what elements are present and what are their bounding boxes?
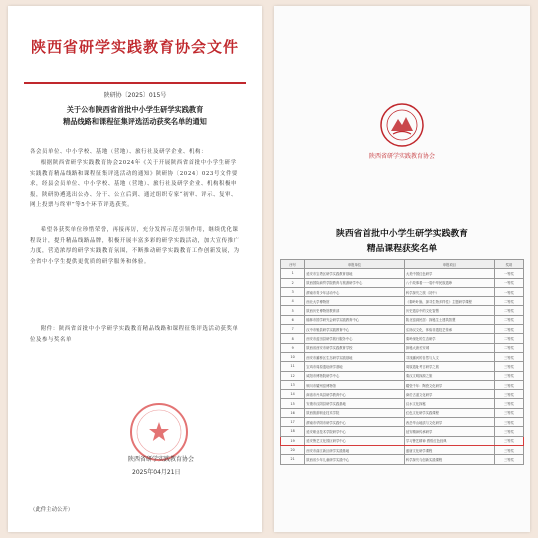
table-row xyxy=(281,380,524,389)
column-header: 序号 xyxy=(281,260,305,269)
table-cell: 榆林市国学研究会研学实践教育中心 xyxy=(305,315,405,324)
table-cell: 三等奖 xyxy=(494,445,523,454)
table-row xyxy=(281,390,524,399)
table-cell: 三等奖 xyxy=(494,390,523,399)
table-row-highlighted xyxy=(281,436,524,445)
header-divider xyxy=(24,82,246,84)
table-cell: 陕西旅游职业技术学院 xyxy=(305,408,405,417)
table-row xyxy=(281,371,524,380)
table-cell: 学习鲁艺精神 感悟红色经典 xyxy=(404,436,494,445)
table-row xyxy=(281,343,524,352)
table-cell: 陕西省少年儿童研学实践中心 xyxy=(305,455,405,464)
table-row xyxy=(281,269,524,278)
table-cell: 二等奖 xyxy=(494,325,523,334)
table-row xyxy=(281,418,524,427)
table-cell: 15 xyxy=(281,399,305,408)
table-cell: 西北大学博物馆 xyxy=(305,297,405,306)
table-row xyxy=(281,325,524,334)
table-cell: 20 xyxy=(281,445,305,454)
table-cell: 寻找灞河的自然与人文 xyxy=(404,352,494,361)
logo-caption: 陕西省研学实践教育协会 xyxy=(368,153,435,160)
table-cell: 三等奖 xyxy=(494,418,523,427)
award-table xyxy=(280,259,524,465)
table-cell: 弘扬汉文化，体验非遗技艺传承 xyxy=(404,325,494,334)
table-cell: 周原遗址考古研学之旅 xyxy=(404,362,494,371)
column-header: 申报单位 xyxy=(305,260,405,269)
table-row xyxy=(281,306,524,315)
table-cell: 红色文化研学实践课程 xyxy=(404,408,494,417)
table-cell: 渭南市华阴市研学实践中心 xyxy=(305,418,405,427)
table-cell: 1 xyxy=(281,269,305,278)
table-cell: 宝鸡市周原遗址研学基地 xyxy=(305,362,405,371)
notice-paragraph-2: 希望各获奖单位珍惜荣誉，再接再厉，充分发挥示范引领作用，继续优化课程设计，提升精品线路品牌，积极开展丰富多彩的研学实践活动，加大宣传推广力度，营造浓厚的研学实践教育氛围，不断推动研学实践教育工作创新发展，为全省中小学生提供更优质的研学服务和体验。 xyxy=(30,227,240,265)
column-header: 奖项 xyxy=(494,260,523,269)
table-cell: 2 xyxy=(281,278,305,287)
table-cell: 三等奖 xyxy=(494,436,523,445)
document-number: 陕研协〔2025〕015号 xyxy=(103,92,167,99)
table-cell: 陕西省西安市研学实践教育学校 xyxy=(305,343,405,352)
table-cell: 二等奖 xyxy=(494,306,523,315)
table-cell: 三等奖 xyxy=(494,380,523,389)
table-cell: 8 xyxy=(281,334,305,343)
table-cell: 铜川市耀州窑博物馆 xyxy=(305,380,405,389)
table-cell: 科学探究之旅（初中） xyxy=(404,287,494,296)
table-row xyxy=(281,278,524,287)
table-cell: 6 xyxy=(281,315,305,324)
table-cell: 八个故事看一一卷中华民族遗珍 xyxy=(404,278,494,287)
table-row xyxy=(281,445,524,454)
table-cell: 陕西国际商贸学院教育与旅游研学中心 xyxy=(305,278,405,287)
table-cell: 二等奖 xyxy=(494,315,523,324)
table-cell: 4 xyxy=(281,297,305,306)
table-cell: 西安市灞桥区生态研学实践基地 xyxy=(305,352,405,361)
table-cell: 三等奖 xyxy=(494,455,523,464)
table-cell: 汉中市勉县研学实践教育中心 xyxy=(305,325,405,334)
table-cell: 秦汉文明探源之旅 xyxy=(404,371,494,380)
table-cell: 10 xyxy=(281,352,305,361)
notice-document xyxy=(8,6,262,532)
table-cell: 19 xyxy=(281,436,305,445)
table-cell: 3 xyxy=(281,287,305,296)
table-cell: 5 xyxy=(281,306,305,315)
table-cell: 二等奖 xyxy=(494,334,523,343)
table-row xyxy=(281,362,524,371)
table-cell: 秦岭深处的生态研学 xyxy=(404,334,494,343)
salutation: 各会员单位、中小学校、基地（营地）、旅行社及研学企业、机构： xyxy=(30,149,208,155)
table-cell: 16 xyxy=(281,408,305,417)
table-cell: 18 xyxy=(281,427,305,436)
table-row xyxy=(281,427,524,436)
table-cell: 西安市蓝田县研学旅行服务中心 xyxy=(305,334,405,343)
table-cell: 渭南市青少年活动中心 xyxy=(305,287,405,296)
table-row xyxy=(281,287,524,296)
table-cell: 一等奖 xyxy=(494,278,523,287)
table-cell: 探秘大唐长安城 xyxy=(404,343,494,352)
table-cell: 二等奖 xyxy=(494,297,523,306)
table-row xyxy=(281,455,524,464)
table-cell: 13 xyxy=(281,380,305,389)
table-cell: 延安市宝塔区研学实践教育基地 xyxy=(305,269,405,278)
table-row xyxy=(281,315,524,324)
table-cell: 商洛市丹凤县研学教育中心 xyxy=(305,390,405,399)
table-cell: 耀瓷千年：陶瓷文化研学 xyxy=(404,380,494,389)
notice-title-line2: 精品线路和课程征集评选活动获奖名单的通知 xyxy=(63,117,207,126)
document-header: 陕西省研学实践教育协会文件 xyxy=(30,38,239,56)
table-cell: 三等奖 xyxy=(494,371,523,380)
signing-date: 2025年04月21日 xyxy=(132,469,181,476)
table-cell: 7 xyxy=(281,325,305,334)
award-list-title-line1: 陕西省首批中小学生研学实践教育 xyxy=(336,229,468,239)
column-header: 申报项目 xyxy=(404,260,494,269)
table-header-row xyxy=(281,260,524,269)
table-cell: 咸阳市博物院研学中心 xyxy=(305,371,405,380)
table-cell: 安康市汉阴县研学实践基地 xyxy=(305,399,405,408)
notice-title-line1: 关于公布陕西省首批中小学生研学实践教育 xyxy=(66,105,204,114)
table-cell: 汉水文化探秘 xyxy=(404,399,494,408)
table-cell: 14 xyxy=(281,390,305,399)
table-cell: 延安精神传承研学 xyxy=(404,427,494,436)
table-cell: 延安职业技术学院研学中心 xyxy=(305,427,405,436)
attachment-note: 附件：陕西省首批中小学研学实践教育精品线路和课程征集评选活动获奖单位及参与奖名单 xyxy=(30,326,239,343)
table-cell: 延安鲁艺文化园区研学中心 xyxy=(305,436,405,445)
table-cell: 陕北窑洞民居：探秘生土建筑智慧 xyxy=(404,315,494,324)
table-cell: 21 xyxy=(281,455,305,464)
public-note: （此件主动公开） xyxy=(30,507,74,513)
table-cell: 二等奖 xyxy=(494,343,523,352)
table-cell: 陕西历史博物馆教育部 xyxy=(305,306,405,315)
table-cell: 三等奖 xyxy=(494,408,523,417)
table-row xyxy=(281,334,524,343)
table-cell: 三等奖 xyxy=(494,352,523,361)
table-cell: 一等奖 xyxy=(494,269,523,278)
table-cell: 《秦岭叶脉，探寻生物多样性》主题研学课程 xyxy=(404,297,494,306)
table-cell: 一等奖 xyxy=(494,287,523,296)
table-cell: 西岳华山地质与文化研学 xyxy=(404,418,494,427)
table-cell: 三等奖 xyxy=(494,399,523,408)
association-logo-icon xyxy=(379,102,425,148)
table-cell: 17 xyxy=(281,418,305,427)
table-cell: 三等奖 xyxy=(494,362,523,371)
table-cell: 科学探究与创新实践课程 xyxy=(404,455,494,464)
table-cell: 9 xyxy=(281,343,305,352)
table-row xyxy=(281,297,524,306)
table-cell: 历史遗存中的文化智慧 xyxy=(404,306,494,315)
award-list-document xyxy=(274,6,530,532)
table-cell: 大美中国红色研学 xyxy=(404,269,494,278)
signing-organization: 陕西省研学实践教育协会 xyxy=(128,456,195,463)
table-row xyxy=(281,352,524,361)
table-cell: 盛唐文化研学课程 xyxy=(404,445,494,454)
table-cell: 三等奖 xyxy=(494,427,523,436)
notice-paragraph-1: 根据陕西省研学实践教育协会2024年《关于开展陕西省首批中小学生研学实践教育精品线路和课程征集评选活动的通知》陕研协〔2024〕023号文件要求，经县会员单位、中小学校、基地（营地）、旅行社及研学企业、机构积极申报，陕研协遴选出公办、分干、公立后到、通过组织专家“初审、评示、复审、网上投票与终审”等5个环节评选获奖。 xyxy=(30,160,238,209)
table-cell: 商於古道文化研学 xyxy=(404,390,494,399)
table-row xyxy=(281,408,524,417)
award-list-title-line2: 精品课程获奖名单 xyxy=(366,244,438,254)
table-cell: 11 xyxy=(281,362,305,371)
table-cell: 西安市曲江新区研学实践基地 xyxy=(305,445,405,454)
table-cell: 12 xyxy=(281,371,305,380)
table-row xyxy=(281,399,524,408)
